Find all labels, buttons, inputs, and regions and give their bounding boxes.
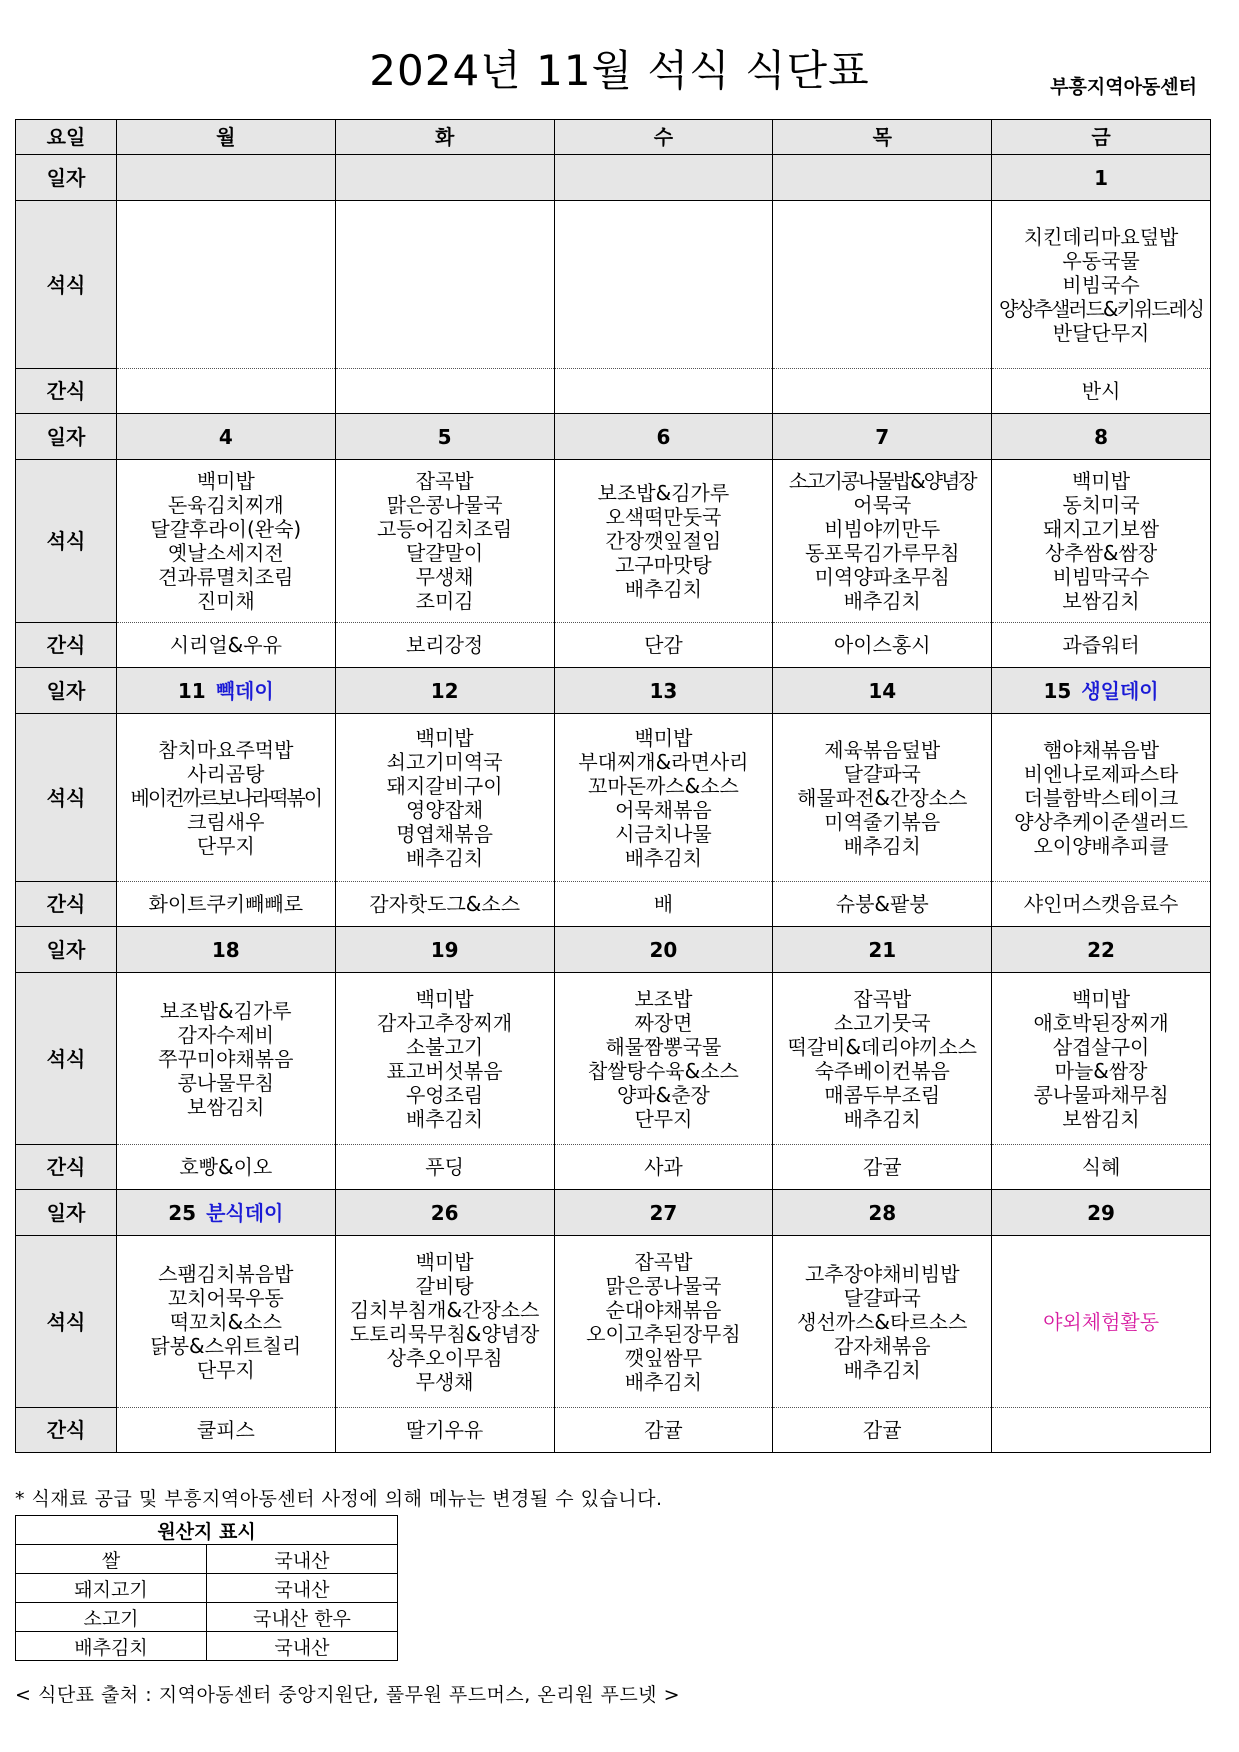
menu-item: 어묵국 [853, 493, 912, 517]
date-cell [335, 927, 554, 973]
menu-item: 돼지고기보쌈 [1043, 517, 1160, 541]
dinner-row [16, 973, 1211, 1145]
dinner-row [16, 1236, 1211, 1408]
date-cell [773, 1190, 992, 1236]
date-number: 22 [1087, 937, 1115, 962]
snack-cell: 감귤 [773, 1145, 992, 1190]
dinner-cell [773, 460, 992, 623]
origin-value: 국내산 [207, 1574, 398, 1603]
date-number: 5 [437, 424, 452, 449]
snack-cell: 화이트쿠키빼빼로 [116, 882, 335, 927]
menu-change-note: * 식재료 공급 및 부흥지역아동센터 사정에 의해 메뉴는 변경될 수 있습니다. [15, 1488, 663, 1510]
origin-row [16, 1603, 398, 1632]
date-cell [554, 927, 773, 973]
date-number: 18 [211, 937, 240, 962]
date-cell [554, 155, 773, 201]
menu-item: 상추오이무침 [386, 1345, 503, 1370]
date-number: 21 [868, 937, 897, 962]
origin-value: 국내산 [207, 1545, 398, 1574]
date-number: 4 [218, 424, 233, 449]
menu-table [15, 119, 1211, 1453]
menu-item: 마늘&쌈장 [1054, 1058, 1148, 1083]
snack-cell: 단감 [554, 623, 773, 668]
date-number: 29 [1087, 1200, 1115, 1225]
snack-cell: 과즙워터 [992, 623, 1211, 668]
menu-item: 비빔막국수 [1052, 565, 1150, 589]
menu-item: 사리곰탕 [187, 761, 265, 786]
date-number: 13 [649, 678, 678, 703]
menu-item: 도토리묵무침&양념장 [349, 1321, 540, 1346]
menu-item: 양상추케이준샐러드 [1014, 809, 1189, 834]
snack-cell: 배 [554, 882, 773, 927]
date-cell [335, 668, 554, 714]
menu-item: 오이고추된장무침 [586, 1321, 741, 1346]
snack-cell [554, 369, 773, 414]
date-row-label: 일자 [16, 927, 117, 973]
dinner-cell [116, 1236, 335, 1408]
menu-item: 영양잡채 [405, 797, 484, 822]
snack-cell: 감귤 [773, 1408, 992, 1453]
dinner-cell [116, 714, 335, 882]
menu-item: 생선까스&타르소스 [797, 1309, 968, 1334]
menu-item: 고등어김치조림 [376, 517, 513, 541]
dinner-cell [335, 201, 554, 369]
snack-cell: 쿨피스 [116, 1408, 335, 1453]
snack-cell [335, 369, 554, 414]
snack-cell: 보리강정 [335, 623, 554, 668]
menu-item: 달걀후라이(완숙) [150, 517, 302, 541]
menu-item: 참치마요주먹밥 [158, 737, 294, 762]
snack-row-label: 간식 [16, 882, 117, 927]
menu-item: 옛날소세지전 [167, 541, 284, 565]
date-number: 12 [430, 678, 459, 703]
date-cell [335, 1190, 554, 1236]
menu-item: 단무지 [196, 833, 255, 858]
menu-item: 백미밥 [634, 725, 693, 750]
menu-item: 미역줄기볶음 [824, 809, 941, 834]
menu-item: 달걀파국 [843, 761, 921, 786]
menu-item: 백미밥 [1072, 986, 1131, 1011]
menu-item: 베이컨까르보나라떡볶이 [130, 785, 322, 810]
menu-item: 찹쌀탕수육&소스 [588, 1058, 739, 1083]
dinner-cell [335, 460, 554, 623]
dinner-cell [554, 460, 773, 623]
snack-cell: 시리얼&우유 [116, 623, 335, 668]
menu-item: 보쌈김치 [1062, 1106, 1140, 1131]
menu-item: 김치부침개&간장소스 [349, 1297, 540, 1322]
date-cell [554, 1190, 773, 1236]
menu-item: 백미밥 [196, 469, 255, 493]
menu-item: 삼겹살구이 [1052, 1034, 1150, 1059]
origin-item: 돼지고기 [16, 1574, 207, 1603]
menu-item: 백미밥 [415, 725, 474, 750]
date-row-label: 일자 [16, 1190, 117, 1236]
weekday-mon: 월 [116, 120, 335, 155]
dinner-cell [992, 460, 1211, 623]
menu-item: 우동국물 [1062, 248, 1140, 273]
snack-cell [773, 369, 992, 414]
menu-item: 햄야채볶음밥 [1043, 737, 1160, 762]
snack-cell: 사과 [554, 1145, 773, 1190]
menu-item: 배추김치 [405, 845, 484, 870]
weekday-tue: 화 [335, 120, 554, 155]
dinner-cell [773, 714, 992, 882]
snack-cell: 반시 [992, 369, 1211, 414]
menu-item: 간장깻잎절임 [605, 529, 722, 553]
date-row-label: 일자 [16, 414, 117, 460]
snack-row [16, 623, 1211, 668]
menu-item: 동포묵김가루무침 [804, 541, 960, 565]
menu-item: 보쌈김치 [187, 1094, 265, 1119]
snack-cell: 샤인머스캣음료수 [992, 882, 1211, 927]
menu-source: < 식단표 출처 : 지역아동센터 중앙지원단, 풀무원 푸드머스, 온리원 푸드넷 > [15, 1684, 680, 1706]
date-number: 7 [875, 424, 890, 449]
date-row [16, 668, 1211, 714]
menu-item: 양파&춘장 [616, 1082, 710, 1107]
menu-item: 반달단무지 [1052, 320, 1150, 345]
menu-item: 돈육김치찌개 [167, 493, 284, 517]
menu-item: 스팸김치볶음밥 [158, 1261, 294, 1286]
menu-item: 보조밥 [634, 986, 693, 1011]
snack-cell: 푸딩 [335, 1145, 554, 1190]
dinner-row-label: 석식 [16, 201, 117, 369]
date-row [16, 927, 1211, 973]
menu-item: 떡꼬치&소스 [169, 1309, 282, 1334]
date-cell [773, 927, 992, 973]
menu-item: 명엽채볶음 [396, 821, 493, 846]
menu-item: 꼬마돈까스&소스 [588, 773, 739, 798]
menu-item: 조미김 [415, 589, 474, 613]
date-cell [335, 155, 554, 201]
date-cell [992, 414, 1211, 460]
snack-row-label: 간식 [16, 1145, 117, 1190]
date-cell [992, 668, 1211, 714]
weekday-fri: 금 [992, 120, 1211, 155]
snack-cell: 감자핫도그&소스 [335, 882, 554, 927]
date-number: 14 [868, 678, 897, 703]
menu-item: 깻잎쌈무 [624, 1345, 703, 1370]
menu-item: 양상추샐러드&키위드레싱 [999, 296, 1204, 321]
event-label: 빽데이 [215, 678, 274, 703]
date-number: 25 [168, 1200, 197, 1225]
menu-item: 제육볶음덮밥 [824, 737, 941, 762]
menu-item: 어묵채볶음 [615, 797, 712, 822]
date-number: 26 [430, 1200, 459, 1225]
menu-item: 오색떡만둣국 [605, 505, 722, 529]
menu-item: 짜장면 [634, 1010, 693, 1035]
menu-item: 백미밥 [415, 1249, 474, 1274]
menu-item: 갈비탕 [415, 1273, 474, 1298]
menu-item: 우엉조림 [405, 1082, 484, 1107]
date-cell [773, 668, 992, 714]
menu-item: 소불고기 [405, 1034, 484, 1059]
menu-item: 시금치나물 [615, 821, 712, 846]
date-cell [335, 414, 554, 460]
weekday-header-row [16, 120, 1211, 155]
date-number: 11 [177, 678, 206, 703]
menu-item: 고구마맛탕 [615, 553, 712, 577]
event-label: 분식데이 [206, 1200, 284, 1225]
dinner-row-label: 석식 [16, 460, 117, 623]
date-cell [554, 668, 773, 714]
snack-row [16, 1408, 1211, 1453]
menu-item: 비빔국수 [1062, 272, 1140, 297]
date-cell [992, 1190, 1211, 1236]
menu-item: 백미밥 [1072, 469, 1131, 493]
dinner-cell [992, 973, 1211, 1145]
snack-cell: 아이스홍시 [773, 623, 992, 668]
menu-item: 달걀말이 [405, 541, 484, 565]
menu-item: 순대야채볶음 [605, 1297, 722, 1322]
date-row [16, 155, 1211, 201]
snack-cell: 슈붕&팥붕 [773, 882, 992, 927]
menu-item: 배추김치 [624, 845, 703, 870]
menu-item: 상추쌈&쌈장 [1044, 541, 1158, 565]
menu-item: 소고기콩나물밥&양념장 [788, 469, 976, 493]
weekday-wed: 수 [554, 120, 773, 155]
date-number: 6 [656, 424, 671, 449]
dinner-cell [116, 201, 335, 369]
origin-title: 원산지 표시 [16, 1516, 398, 1545]
dinner-cell [992, 714, 1211, 882]
dinner-row-label: 석식 [16, 973, 117, 1145]
origin-value: 국내산 한우 [207, 1603, 398, 1632]
menu-item: 배추김치 [843, 589, 921, 613]
date-row [16, 1190, 1211, 1236]
menu-item: 단무지 [196, 1357, 255, 1382]
date-cell [116, 927, 335, 973]
date-number: 19 [430, 937, 459, 962]
dinner-cell [992, 1236, 1211, 1408]
date-row [16, 414, 1211, 460]
origin-row [16, 1632, 398, 1661]
weekday-thu: 목 [773, 120, 992, 155]
menu-item: 돼지갈비구이 [386, 773, 503, 798]
snack-cell: 딸기우유 [335, 1408, 554, 1453]
menu-item: 야외체험활동 [1043, 1309, 1160, 1334]
menu-item: 애호박된장찌개 [1033, 1010, 1169, 1035]
date-cell [992, 927, 1211, 973]
menu-item: 감자채볶음 [833, 1333, 931, 1358]
menu-item: 꼬치어묵우동 [167, 1285, 284, 1310]
menu-item: 떡갈비&데리야끼소스 [787, 1034, 977, 1059]
menu-item: 크림새우 [187, 809, 265, 834]
date-cell [116, 155, 335, 201]
menu-item: 해물짬뽕국물 [605, 1034, 722, 1059]
menu-item: 보조밥&김가루 [160, 998, 292, 1023]
menu-item: 매콤두부조림 [824, 1082, 941, 1107]
date-cell [554, 414, 773, 460]
menu-item: 치킨데리마요덮밥 [1023, 224, 1179, 249]
menu-item: 부대찌개&라면사리 [578, 749, 749, 774]
snack-row-label: 간식 [16, 369, 117, 414]
snack-row [16, 369, 1211, 414]
snack-cell [116, 369, 335, 414]
dinner-cell [116, 460, 335, 623]
dinner-cell [335, 714, 554, 882]
date-number: 1 [1094, 165, 1109, 190]
snack-row-label: 간식 [16, 1408, 117, 1453]
origin-value: 국내산 [207, 1632, 398, 1661]
menu-item: 표고버섯볶음 [386, 1058, 503, 1083]
dinner-row [16, 714, 1211, 882]
date-cell [116, 414, 335, 460]
menu-item: 견과류멸치조림 [158, 565, 294, 589]
weekday-header-label: 요일 [16, 120, 117, 155]
origin-row [16, 1574, 398, 1603]
menu-item: 미역양파초무침 [814, 565, 950, 589]
dinner-cell [116, 973, 335, 1145]
menu-item: 소고기뭇국 [833, 1010, 931, 1035]
dinner-cell [773, 201, 992, 369]
dinner-row [16, 460, 1211, 623]
menu-item: 보조밥&김가루 [597, 481, 730, 505]
menu-item: 고추장야채비빔밥 [804, 1261, 960, 1286]
dinner-cell [335, 1236, 554, 1408]
origin-row [16, 1545, 398, 1574]
date-cell [992, 155, 1211, 201]
date-cell [773, 155, 992, 201]
event-label: 생일데이 [1081, 678, 1159, 703]
origin-item: 소고기 [16, 1603, 207, 1632]
center-name: 부흥지역아동센터 [1050, 76, 1197, 98]
menu-item: 단무지 [634, 1106, 693, 1131]
dinner-cell [554, 201, 773, 369]
date-cell [773, 414, 992, 460]
menu-item: 감자고추장찌개 [376, 1010, 513, 1035]
menu-item: 감자수제비 [177, 1022, 275, 1047]
menu-item: 배추김치 [624, 577, 703, 601]
snack-row-label: 간식 [16, 623, 117, 668]
menu-item: 오이양배추피클 [1033, 833, 1169, 858]
dinner-cell [992, 201, 1211, 369]
menu-item: 동치미국 [1062, 493, 1140, 517]
dinner-cell [773, 1236, 992, 1408]
menu-item: 비빔야끼만두 [824, 517, 941, 541]
menu-item: 잡곡밥 [853, 986, 912, 1011]
menu-item: 배추김치 [843, 1106, 921, 1131]
menu-item: 콩나물파채무침 [1033, 1082, 1169, 1107]
menu-item: 콩나물무침 [177, 1070, 275, 1095]
dinner-row-label: 석식 [16, 714, 117, 882]
menu-item: 배추김치 [405, 1106, 484, 1131]
menu-item: 잡곡밥 [634, 1249, 693, 1274]
menu-item: 해물파전&간장소스 [797, 785, 968, 810]
page-title: 2024년 11월 석식 식단표 [369, 46, 870, 95]
date-number: 8 [1094, 424, 1109, 449]
date-number: 28 [868, 1200, 897, 1225]
dinner-row-label: 석식 [16, 1236, 117, 1408]
origin-item: 쌀 [16, 1545, 207, 1574]
menu-item: 배추김치 [843, 1357, 921, 1382]
menu-item: 백미밥 [415, 986, 474, 1011]
menu-item: 쇠고기미역국 [386, 749, 503, 774]
menu-item: 배추김치 [843, 833, 921, 858]
menu-item: 맑은콩나물국 [605, 1273, 722, 1298]
snack-row [16, 882, 1211, 927]
menu-item: 달걀파국 [843, 1285, 921, 1310]
dinner-row [16, 201, 1211, 369]
menu-item: 비엔나로제파스타 [1023, 761, 1179, 786]
snack-cell [992, 1408, 1211, 1453]
menu-item: 무생채 [415, 565, 474, 589]
origin-table [15, 1515, 398, 1661]
menu-item: 맑은콩나물국 [386, 493, 503, 517]
snack-cell: 호빵&이오 [116, 1145, 335, 1190]
dinner-cell [554, 1236, 773, 1408]
date-number: 20 [649, 937, 678, 962]
menu-item: 진미채 [196, 589, 255, 613]
menu-item: 보쌈김치 [1062, 589, 1140, 613]
dinner-cell [335, 973, 554, 1145]
snack-cell: 식혜 [992, 1145, 1211, 1190]
snack-row [16, 1145, 1211, 1190]
menu-item: 숙주베이컨볶음 [814, 1058, 950, 1083]
menu-item: 쭈꾸미야채볶음 [158, 1046, 294, 1071]
menu-item: 더블함박스테이크 [1023, 785, 1179, 810]
menu-item: 닭봉&스위트칠리 [150, 1333, 302, 1358]
date-row-label: 일자 [16, 668, 117, 714]
snack-cell: 감귤 [554, 1408, 773, 1453]
date-number: 27 [649, 1200, 678, 1225]
menu-item: 무생채 [415, 1369, 474, 1394]
dinner-cell [773, 973, 992, 1145]
date-cell [116, 1190, 335, 1236]
menu-item: 잡곡밥 [415, 469, 474, 493]
dinner-cell [554, 714, 773, 882]
date-row-label: 일자 [16, 155, 117, 201]
origin-item: 배추김치 [16, 1632, 207, 1661]
dinner-cell [554, 973, 773, 1145]
menu-item: 배추김치 [624, 1369, 703, 1394]
date-number: 15 [1043, 678, 1072, 703]
date-cell [116, 668, 335, 714]
